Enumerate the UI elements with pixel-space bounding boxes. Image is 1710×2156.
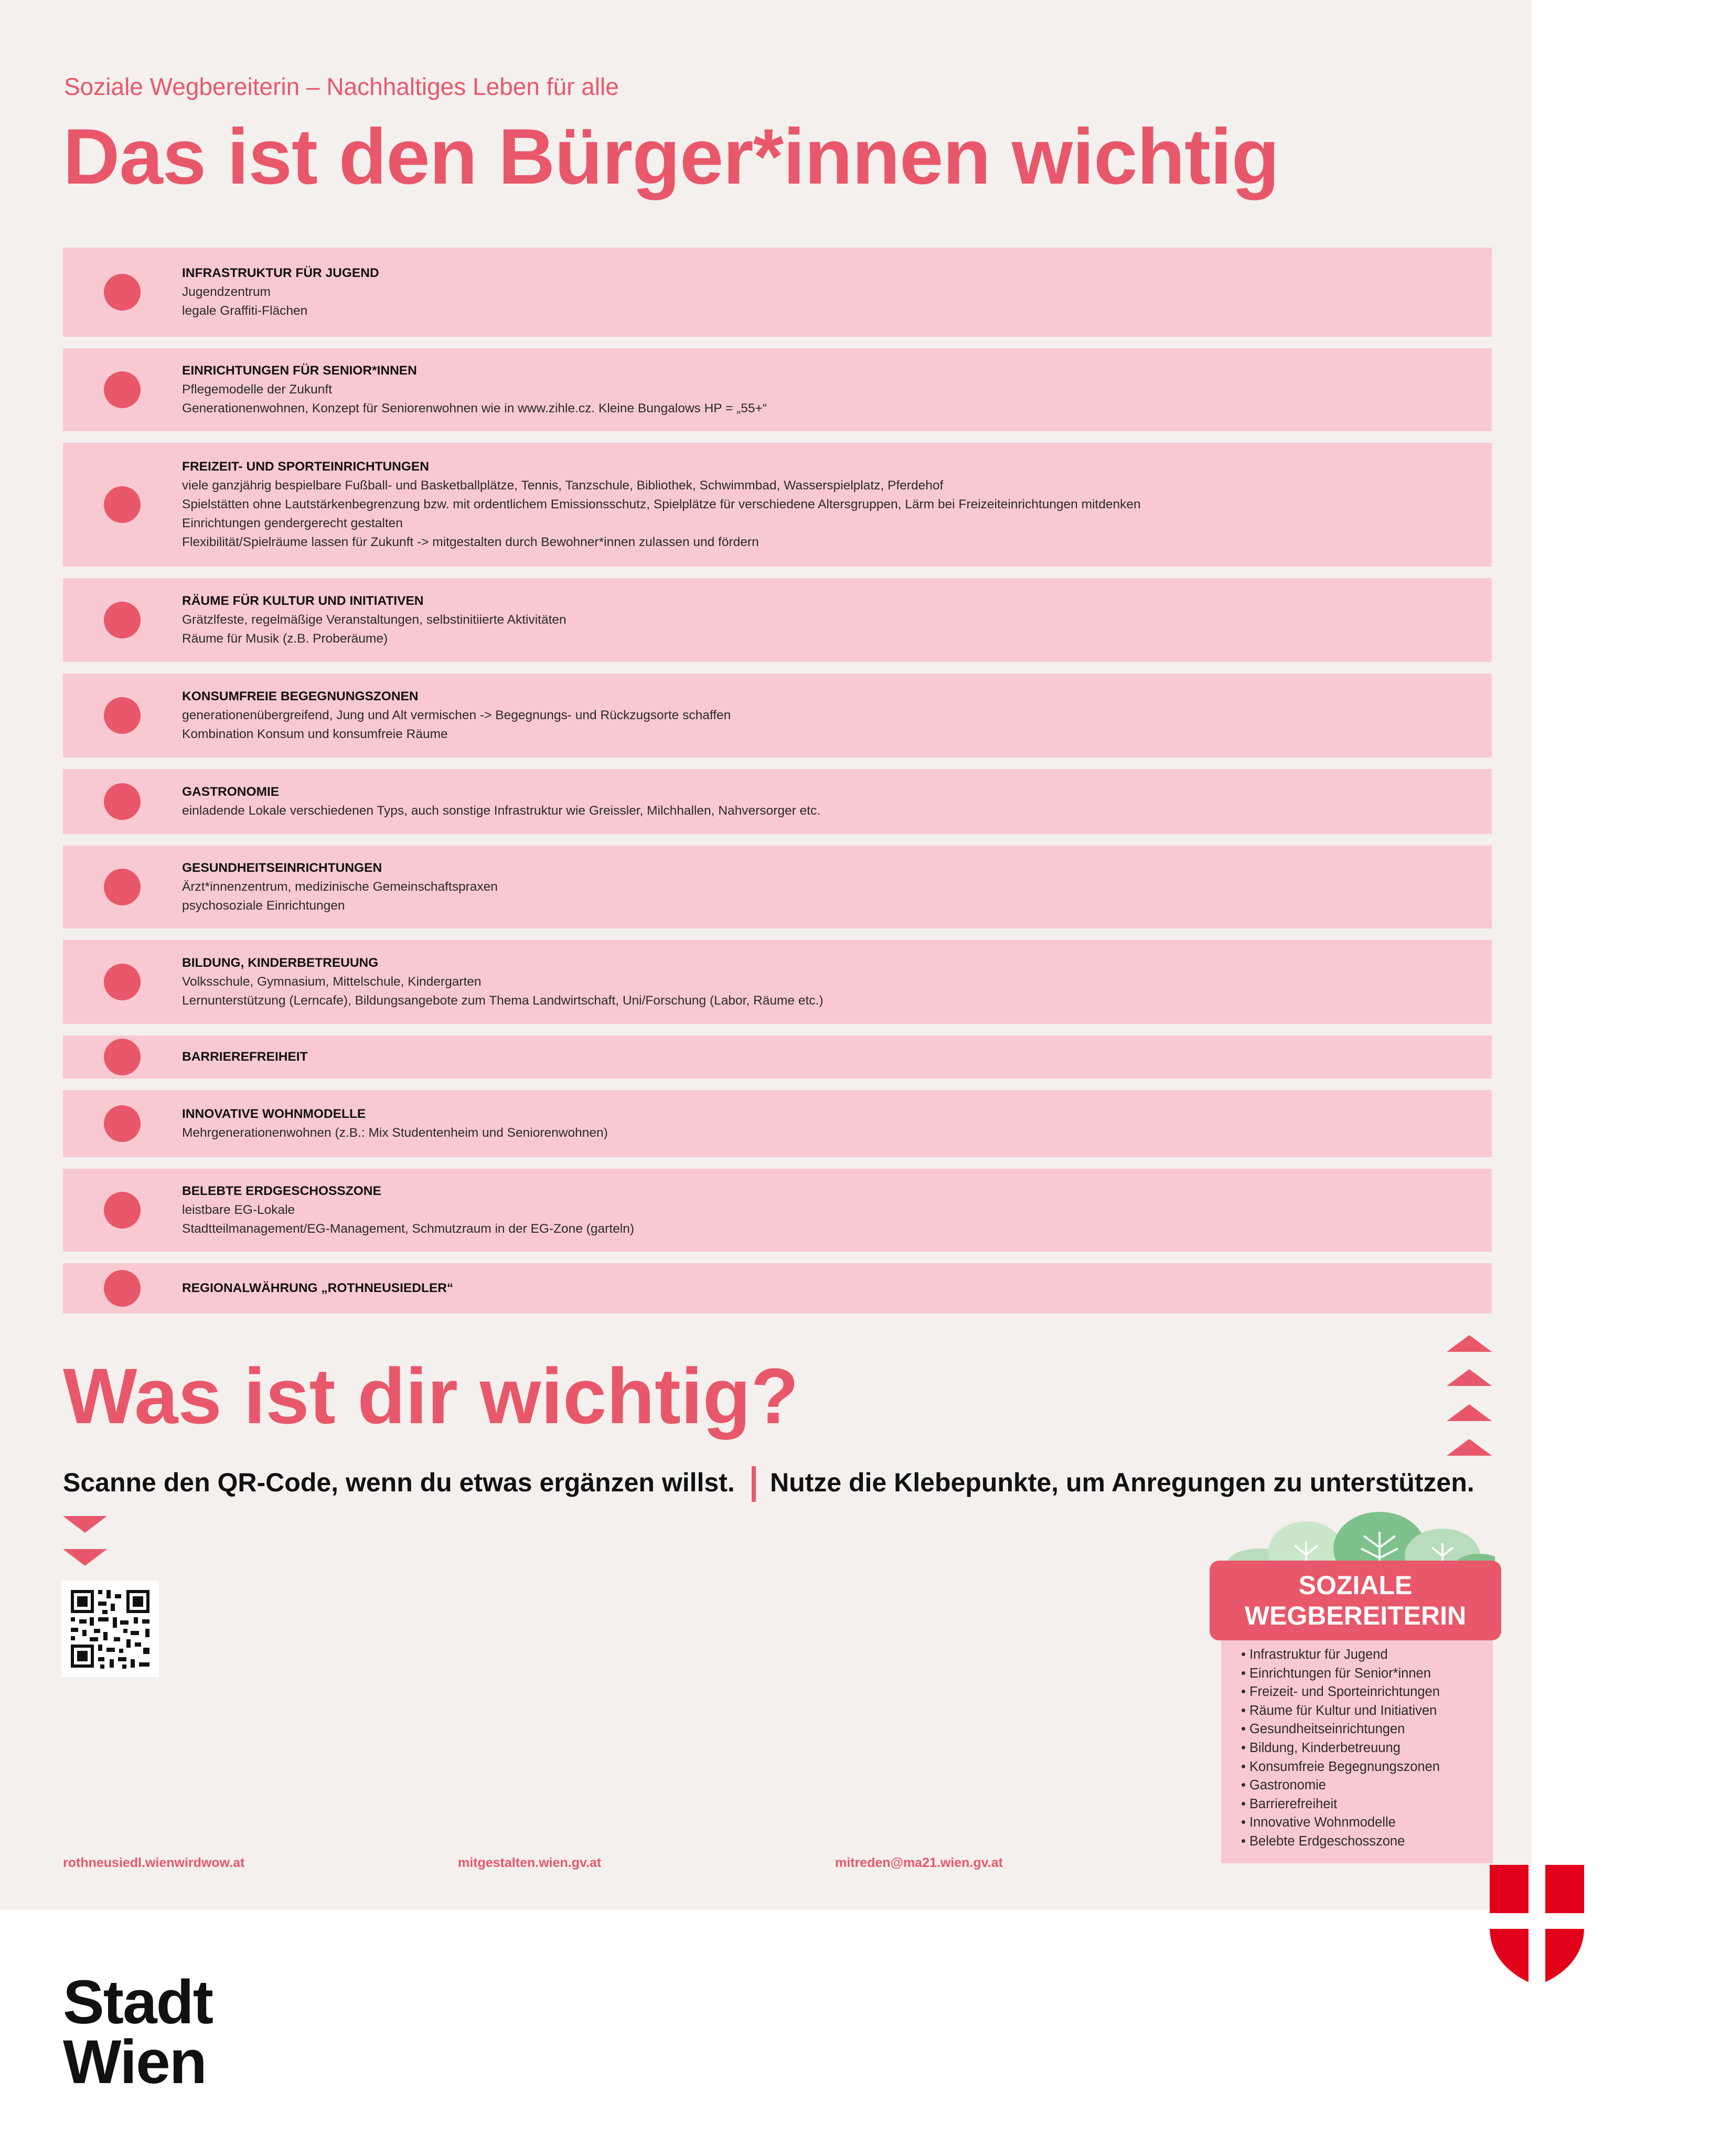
soziale-list-item: • Barrierefreiheit	[1241, 1795, 1440, 1814]
logo-line-2: Wien	[63, 2027, 206, 2097]
sticker-dot[interactable]	[104, 1039, 141, 1075]
row-text	[182, 1105, 608, 1143]
row-text	[182, 1279, 453, 1298]
row-detail: Jugendzentrum	[182, 285, 271, 299]
row-title: GESUNDHEITSEINRICHTUNGEN	[182, 861, 382, 875]
soziale-list-item: • Einrichtungen für Senior*innen	[1241, 1664, 1440, 1683]
arrow-down-icon	[63, 1516, 107, 1533]
priority-row	[63, 248, 1492, 337]
row-text	[182, 859, 498, 915]
soziale-list-item: • Innovative Wohnmodelle	[1241, 1813, 1440, 1832]
sticker-dot[interactable]	[104, 1270, 141, 1307]
row-text	[182, 264, 379, 321]
row-title: BILDUNG, KINDERBETREUUNG	[182, 956, 379, 970]
priority-row	[63, 769, 1492, 834]
row-detail: Lernunterstützung (Lerncafe), Bildungsangebote zum Thema Landwirtschaft, Uni/Forschung (Labor, Räume etc.)	[182, 994, 824, 1008]
row-title: BARRIEREFREIHEIT	[182, 1050, 308, 1064]
sticker-dot[interactable]	[104, 697, 141, 734]
row-detail: Ärzt*innenzentrum, medizinische Gemeinschaftspraxen	[182, 880, 498, 894]
bush-illustration	[1222, 1511, 1495, 1568]
row-detail: Einrichtungen gendergerecht gestalten	[182, 516, 403, 530]
row-title: INNOVATIVE WOHNMODELLE	[182, 1107, 366, 1121]
poster-subtitle: Soziale Wegbereiterin – Nachhaltiges Leben für alle	[64, 73, 619, 100]
question-title: Was ist dir wichtig?	[63, 1352, 799, 1440]
vienna-shield-icon	[1490, 1865, 1584, 1986]
row-text	[182, 1182, 634, 1239]
row-text	[182, 361, 767, 418]
row-title: EINRICHTUNGEN FÜR SENIOR*INNEN	[182, 364, 417, 378]
badge-line-1: SOZIALE	[1298, 1571, 1413, 1600]
row-text	[182, 783, 820, 820]
soziale-list-item: • Konsumfreie Begegnungszonen	[1241, 1758, 1440, 1777]
priority-row	[63, 1169, 1492, 1252]
sticker-dot[interactable]	[104, 371, 141, 408]
row-detail: Grätzlfeste, regelmäßige Veranstaltungen, selbstinitiierte Aktivitäten	[182, 613, 567, 627]
row-detail: Volksschule, Gymnasium, Mittelschule, Kindergarten	[182, 975, 482, 989]
link-rothneusiedl[interactable]: rothneusiedl.wienwirdwow.at	[63, 1855, 245, 1870]
row-title: FREIZEIT- UND SPORTEINRICHTUNGEN	[182, 460, 429, 474]
row-text	[182, 1048, 308, 1066]
link-mitgestalten[interactable]: mitgestalten.wien.gv.at	[458, 1855, 602, 1870]
priority-row	[63, 1090, 1492, 1157]
priority-row	[63, 578, 1492, 662]
arrow-up-icon	[1447, 1404, 1492, 1421]
row-detail: Räume für Musik (z.B. Proberäume)	[182, 632, 388, 646]
soziale-list-item: • Belebte Erdgeschosszone	[1241, 1832, 1440, 1851]
row-text	[182, 592, 567, 648]
row-detail: leistbare EG-Lokale	[182, 1203, 295, 1217]
qr-code[interactable]	[61, 1581, 159, 1677]
link-mitreden-email[interactable]: mitreden@ma21.wien.gv.at	[835, 1855, 1003, 1870]
sticker-dot[interactable]	[104, 602, 141, 638]
poster-title: Das ist den Bürger*innen wichtig	[63, 112, 1279, 200]
row-title: INFRASTRUKTUR FÜR JUGEND	[182, 266, 379, 280]
arrow-down-icon	[63, 1549, 107, 1566]
priority-row	[63, 348, 1492, 431]
row-detail: viele ganzjährig bespielbare Fußball- und Basketballplätze, Tennis, Tanzschule, Bibliothek, Schwimmbad, Wasserspielplatz, Pferdehof	[182, 478, 944, 493]
priority-row	[63, 1036, 1492, 1079]
row-detail: Spielstätten ohne Lautstärkenbegrenzung bzw. mit ordentlichem Emissionsschutz, Spielplätze für verschiedene Altersgruppen, Lärm bei Freizeiteinrichtungen mitdenken	[182, 497, 1141, 511]
row-title: KONSUMFREIE BEGEGNUNGSZONEN	[182, 689, 419, 703]
soziale-list-item: • Räume für Kultur und Initiativen	[1241, 1702, 1440, 1721]
sticker-instruction: Nutze die Klebepunkte, um Anregungen zu unterstützen.	[770, 1468, 1474, 1497]
sticker-dot[interactable]	[104, 274, 141, 311]
soziale-badge-header	[1210, 1561, 1501, 1640]
row-title: GASTRONOMIE	[182, 785, 280, 799]
soziale-summary-list	[1241, 1646, 1440, 1851]
sticker-dot[interactable]	[104, 1105, 141, 1142]
row-detail: generationenübergreifend, Jung und Alt vermischen -> Begegnungs- und Rückzugsorte schaffen	[182, 708, 731, 722]
soziale-list-item: • Gastronomie	[1241, 1776, 1440, 1795]
sticker-dot[interactable]	[104, 783, 141, 820]
row-detail: Generationenwohnen, Konzept für Seniorenwohnen wie in www.zihle.cz. Kleine Bungalows HP = „55+“	[182, 401, 767, 415]
row-detail: Kombination Konsum und konsumfreie Räume	[182, 727, 448, 741]
soziale-list-item: • Bildung, Kinderbetreuung	[1241, 1739, 1440, 1758]
priority-row	[63, 846, 1492, 928]
arrow-up-icon	[1447, 1439, 1492, 1456]
sticker-dot[interactable]	[104, 1192, 141, 1229]
priority-row	[63, 940, 1492, 1024]
row-detail: psychosoziale Einrichtungen	[182, 899, 345, 913]
scan-instruction: Scanne den QR-Code, wenn du etwas ergänzen willst.	[63, 1468, 735, 1497]
row-detail: Flexibilität/Spielräume lassen für Zukunft -> mitgestalten durch Bewohner*innen zulassen und fördern	[182, 535, 759, 549]
arrow-up-icon	[1447, 1335, 1492, 1352]
divider	[752, 1466, 756, 1502]
sticker-dot[interactable]	[104, 869, 141, 905]
row-detail: legale Graffiti-Flächen	[182, 304, 308, 318]
row-title: REGIONALWÄHRUNG „ROTHNEUSIEDLER“	[182, 1281, 454, 1295]
sticker-dot[interactable]	[104, 486, 141, 523]
arrow-up-icon	[1447, 1369, 1492, 1386]
row-detail: Pflegemodelle der Zukunft	[182, 382, 332, 397]
row-text	[182, 954, 824, 1010]
row-detail: Mehrgenerationenwohnen (z.B.: Mix Studentenheim und Seniorenwohnen)	[182, 1126, 608, 1140]
soziale-list-item: • Freizeit- und Sporteinrichtungen	[1241, 1683, 1440, 1702]
soziale-list-item: • Infrastruktur für Jugend	[1241, 1646, 1440, 1664]
row-text	[182, 457, 1141, 552]
priority-row	[63, 674, 1492, 757]
sticker-dot[interactable]	[104, 964, 141, 1000]
stadt-wien-logo	[63, 1968, 212, 2097]
soziale-list-item: • Gesundheitseinrichtungen	[1241, 1720, 1440, 1739]
priority-row	[63, 1263, 1492, 1314]
priority-row	[63, 443, 1492, 567]
row-detail: einladende Lokale verschiedenen Typs, auch sonstige Infrastruktur wie Greissler, Milchhallen, Nahversorger etc.	[182, 804, 821, 818]
badge-line-2: WEGBEREITERIN	[1244, 1601, 1467, 1630]
logo-line-1: Stadt	[63, 1968, 212, 2037]
row-title: BELEBTE ERDGESCHOSSZONE	[182, 1184, 381, 1198]
row-text	[182, 687, 731, 744]
row-title: RÄUME FÜR KULTUR UND INITIATIVEN	[182, 594, 424, 608]
priority-list	[63, 248, 1492, 1325]
row-detail: Stadtteilmanagement/EG-Management, Schmutzraum in der EG-Zone (garteln)	[182, 1222, 634, 1236]
